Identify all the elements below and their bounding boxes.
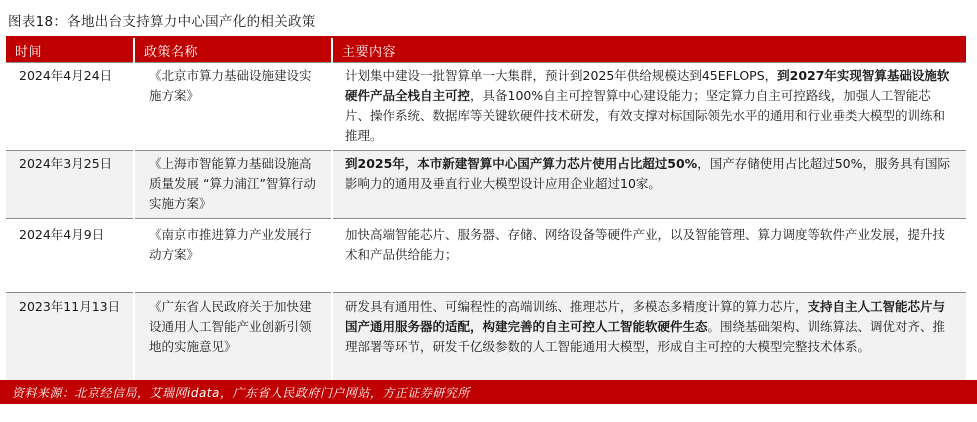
row-policy-name: 《广东省人民政府关于加快建设通用人工智能产业创新引领地的实施意见》: [134, 293, 332, 382]
row-content: [332, 293, 966, 382]
content-segment: 。围绕基础架构、训练算法、调优对齐、推理部署等环节，研发千亿级参数的人工智能通用大模型，形成自主可控的大模型完整技术体系。: [345, 319, 946, 354]
table-row: [6, 151, 966, 219]
content-segment: ，国产存储使用占比超过50%，服务具有国际影响力的通用及垂直行业大模型设计应用企业超过10家。: [345, 156, 951, 191]
row-time: 2024年4月24日: [6, 63, 134, 151]
content-segment-bold: 到2025年，本市新建智算中心国产算力芯片使用占比超过50%: [345, 156, 698, 171]
table-row: [6, 219, 966, 293]
header-policy-name: 政策名称: [134, 38, 332, 63]
header-time: 时间: [6, 38, 134, 63]
row-time: 2023年11月13日: [6, 293, 134, 382]
content-segment: 计划集中建设一批智算单一大集群，预计到2025年供给规模达到45EFLOPS，: [345, 68, 778, 83]
source-note: 资料来源：北京经信局，艾瑞网idata，广东省人民政府门户网站，方正证券研究所: [12, 386, 470, 400]
content-segment-bold: 到2027年实现智算基础设施软硬件产品全栈自主可控: [345, 68, 950, 103]
content-segment: 研发具有通用性、可编程性的高端训练、推理芯片，多模态多精度计算的算力芯片，: [345, 299, 808, 314]
row-policy-name: 《北京市算力基础设施建设实施方案》: [134, 63, 332, 151]
row-content: [332, 63, 966, 151]
content-segment-bold: 支持自主人工智能芯片与国产通用服务器的适配，构建完善的自主可控人工智能软硬件生态: [345, 299, 946, 334]
table-header-row: [6, 38, 966, 63]
row-time: 2024年3月25日: [6, 151, 134, 219]
row-policy-name: 《上海市智能算力基础设施高质量发展 “算力浦江”智算行动实施方案》: [134, 151, 332, 219]
table-row: [6, 293, 966, 382]
row-content: [332, 219, 966, 293]
row-time: 2024年4月9日: [6, 219, 134, 293]
header-main-content: 主要内容: [332, 38, 966, 63]
row-content: [332, 151, 966, 219]
policy-table: [6, 38, 966, 381]
content-segment: ，具备100%自主可控智算中心建设能力；坚定算力自主可控路线，加强人工智能芯片、操作系统、数据库等关键软硬件技术研发，有效支撑对标国际领先水平的通用和行业垂类大模型的训练和推理。: [345, 88, 946, 143]
table-row: [6, 63, 966, 151]
source-footer: [0, 380, 977, 404]
row-policy-name: 《南京市推进算力产业发展行动方案》: [134, 219, 332, 293]
content-segment: 加快高端智能芯片、服务器、存储、网络设备等硬件产业，以及智能管理、算力调度等软件产业发展，提升技术和产品供给能力；: [345, 227, 946, 262]
figure-title: 图表18：各地出台支持算力中心国产化的相关政策: [8, 14, 316, 30]
